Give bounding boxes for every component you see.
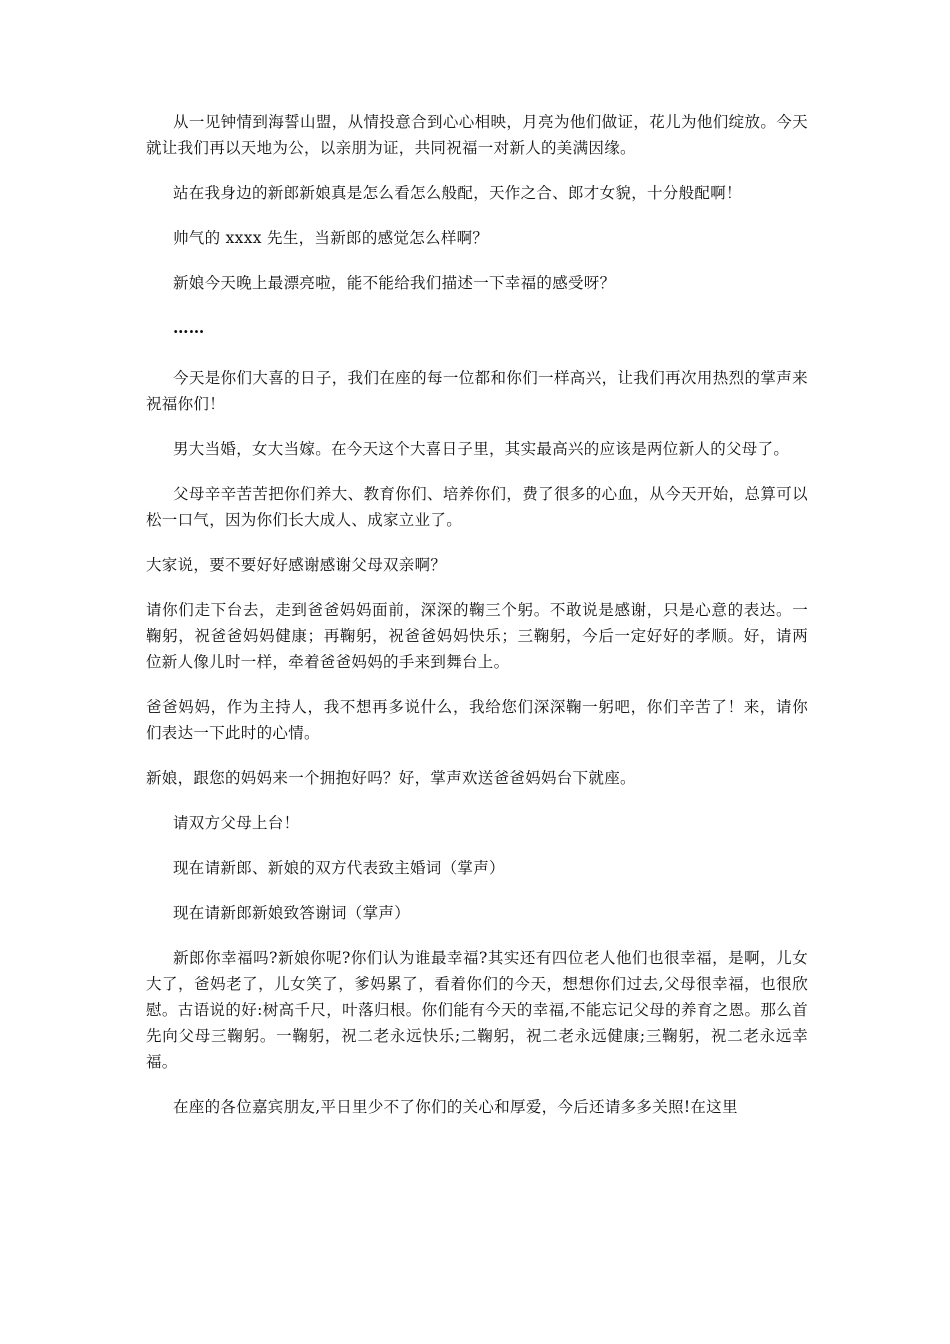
paragraph: 站在我身边的新郎新娘真是怎么看怎么般配，天作之合、郎才女貌，十分般配啊！ bbox=[173, 184, 742, 202]
paragraph: 请你们走下台去，走到爸爸妈妈面前，深深的鞠三个躬。不敢说是感谢，只是心意的表达。一鞠躬，祝爸爸妈妈健康；再鞠躬，祝爸爸妈妈快乐；三鞠躬，今后一定好好的孝顺。好，请两位新人像儿时一样，牵着爸爸妈妈的手来到舞台上。 bbox=[146, 601, 808, 671]
ellipsis-paragraph: …… bbox=[173, 318, 205, 337]
paragraph: 现在请新郎、新娘的双方代表致主婚词（掌声） bbox=[173, 859, 505, 877]
paragraph: 新娘今天晚上最漂亮啦，能不能给我们描述一下幸福的感受呀？ bbox=[173, 274, 616, 292]
paragraph: 在座的各位嘉宾朋友,平日里少不了你们的关心和厚爱，今后还请多多关照!在这里 bbox=[173, 1098, 738, 1116]
paragraph: 从一见钟情到海誓山盟，从情投意合到心心相映，月亮为他们做证，花儿为他们绽放。今天就让我们再以天地为公，以亲朋为证，共同祝福一对新人的美满因缘。 bbox=[146, 113, 808, 157]
paragraph: 父母辛辛苦苦把你们养大、教育你们、培养你们，费了很多的心血，从今天开始，总算可以松一口气，因为你们长大成人、成家立业了。 bbox=[146, 485, 808, 529]
paragraph: 帅气的 xxxx 先生，当新郎的感觉怎么样啊？ bbox=[173, 229, 489, 247]
document-body bbox=[146, 109, 808, 1139]
paragraph: 新郎你幸福吗?新娘你呢?你们认为谁最幸福?其实还有四位老人他们也很幸福，是啊，儿女大了，爸妈老了，儿女笑了，爹妈累了，看着你们的今天，想想你们过去,父母很幸福，也很欣慰。古语说的好:树高千尺，叶落归根。你们能有今天的幸福,不能忘记父母的养育之恩。那么首先向父母三鞠躬。一鞠躬，祝二老永远快乐;二鞠躬，祝二老永远健康;三鞠躬，祝二老永远幸福。 bbox=[146, 949, 808, 1071]
paragraph: 现在请新郎新娘致答谢词（掌声） bbox=[173, 904, 411, 922]
paragraph: 大家说，要不要好好感谢感谢父母双亲啊？ bbox=[146, 556, 447, 574]
paragraph: 今天是你们大喜的日子，我们在座的每一位都和你们一样高兴，让我们再次用热烈的掌声来祝福你们！ bbox=[146, 369, 808, 413]
paragraph: 请双方父母上台！ bbox=[173, 814, 300, 832]
paragraph: 新娘，跟您的妈妈来一个拥抱好吗？好，掌声欢送爸爸妈妈台下就座。 bbox=[146, 769, 636, 787]
paragraph: 男大当婚，女大当嫁。在今天这个大喜日子里，其实最高兴的应该是两位新人的父母了。 bbox=[173, 440, 790, 458]
paragraph: 爸爸妈妈，作为主持人，我不想再多说什么，我给您们深深鞠一躬吧，你们辛苦了！来，请你们表达一下此时的心情。 bbox=[146, 698, 808, 742]
